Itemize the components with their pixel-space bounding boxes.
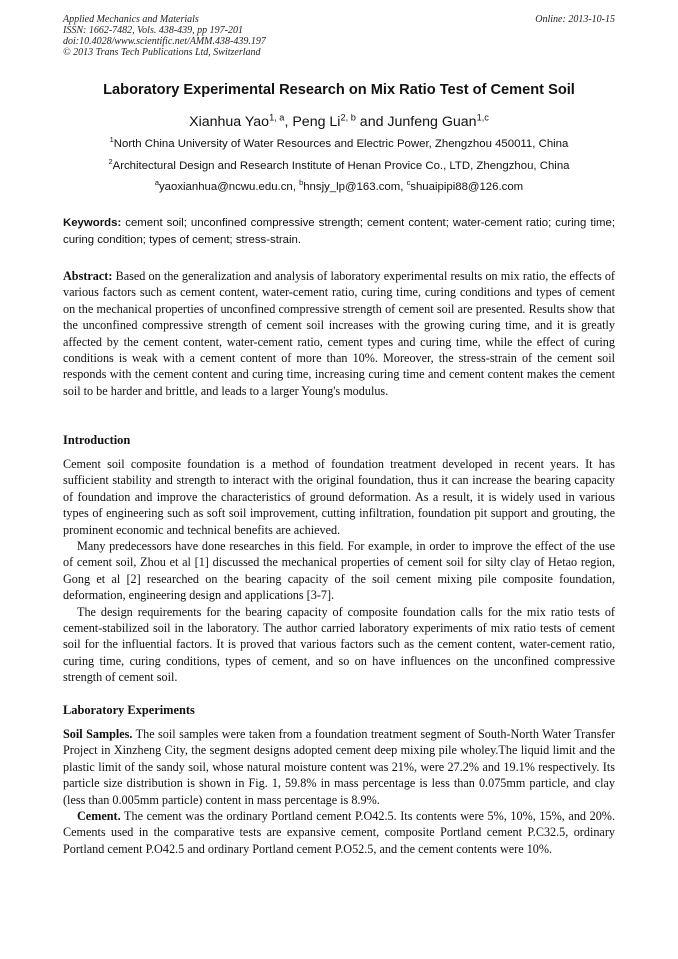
introduction-body [63, 456, 615, 686]
paragraph: Many predecessors have done researches in this field. For example, in order to improve the effect of the use of cement soil, Zhou et al [1] discussed the mechanical properties of cement soil for silty clay of Hetao region, Gong et al [2] researched on the bearing capacity of the soil cement mixing pile composite foundation, deformation, engineering design and applications [3-7]. [63, 539, 615, 603]
keywords-block [63, 215, 615, 248]
email-superscript: b [299, 178, 304, 188]
author-superscript: 2, b [340, 112, 356, 123]
author-superscript: 1, a [269, 112, 285, 123]
abstract-text: Based on the generalization and analysis of laboratory experimental results on mix ratio, the effects of various factors such as cement content, water-cement ratio, curing time, curing conditions and types of cement on the mechanical properties of unconfined compressive strength of cement soil are presented. Results show that the unconfined compressive strength of cement soil increases with the growing curing time, and it is greatly affected by the cement content, water-cement ratio, cement types and curing time, while the effect of curing conditions is weak with a cement content of more than 10%. Moreover, the stress-strain of the cement soil responds with the cement content and curing time, increasing curing time and cement content makes the cement soil to be harder and brittle, and leads to a larger Young's modulus. [63, 269, 615, 398]
author-separator: , [284, 114, 293, 130]
copyright-line: © 2013 Trans Tech Publications Ltd, Switzerland [63, 47, 261, 58]
affiliation-text: North China University of Water Resources and Electric Power, Zhengzhou 450011, China [113, 138, 569, 150]
affiliation-superscript: 1 [109, 135, 114, 145]
lab-experiments-heading: Laboratory Experiments [63, 703, 195, 717]
subsection-lead: Cement. [77, 809, 121, 824]
lab-experiments-body [63, 726, 615, 857]
affiliation-superscript: 2 [108, 157, 113, 167]
email-superscript: a [154, 178, 159, 188]
author-separator: and [355, 114, 388, 130]
keywords-label: Keywords: [63, 217, 122, 229]
author-name: Junfeng Guan [387, 114, 477, 130]
author-superscript: 1,c [476, 112, 489, 123]
paper-title: Laboratory Experimental Research on Mix Ratio Test of Cement Soil [103, 82, 575, 98]
abstract-block [63, 268, 615, 399]
paragraph: Cement soil composite foundation is a method of foundation treatment developed in recent years. It has sufficient stability and strength to interact with the original foundation, thus it can increase the bearing capacity of foundation and improve the characteristics of ground deformation. As a result, it is widely used in various types of engineering such as soft soil improvement, cutting infiltration, foundation pit support and grouting, the prominent economic and technical benefits are achieved. [63, 457, 615, 537]
paragraph-text: The soil samples were taken from a foundation treatment segment of South-North Water Transfer Project in Xinzheng City, the segment designs adopted cement deep mixing pile wholey.The liquid limit and the plastic limit of the sandy soil, whose natural moisture content was 21%, were 27.2% and 19.1% respectively. Its particle size distribution is shown in Fig. 1, 59.8% in mass percentage is less than 0.075mm particle, and clay (less than 0.005mm particle) content in mass percentage is 8.9%. [63, 727, 615, 807]
email-address[interactable]: shuaipipi88@126.com [410, 181, 524, 193]
affiliation-text: Architectural Design and Research Institute of Henan Provice Co., LTD, Zhengzhou, China [112, 160, 570, 172]
journal-header [63, 14, 615, 58]
author-list [40, 114, 638, 130]
keywords-text: cement soil; unconfined compressive strength; cement content; water-cement ratio; curing time; curing condition; types of cement; stress-strain. [63, 217, 615, 246]
paragraph: The design requirements for the bearing capacity of composite foundation calls for the mix ratio tests of cement-stabilized soil in the laboratory. The author carried laboratory experiments of mix ratio tests of cement soil for the influential factors. It is proved that various factors such as the cement content, water-cement ratio, curing time, curing conditions, types of cement, and so on have influences on the unconfined compressive strength of cement soil. [63, 604, 615, 685]
online-date: Online: 2013-10-15 [535, 14, 615, 25]
issn-line: ISSN: 1662-7482, Vols. 438-439, pp 197-201 [63, 25, 243, 36]
affiliation-2 [40, 157, 638, 172]
affiliation-1 [40, 135, 638, 150]
email-address[interactable]: hnsjy_lp@163.com, [303, 181, 407, 193]
email-address[interactable]: yaoxianhua@ncwu.edu.cn, [158, 181, 300, 193]
journal-name: Applied Mechanics and Materials [63, 14, 199, 25]
email-superscript: c [406, 178, 411, 188]
doi-line: doi:10.4028/www.scientific.net/AMM.438-439.197 [63, 36, 266, 47]
introduction-heading: Introduction [63, 433, 131, 447]
subsection-lead: Soil Samples. [63, 727, 133, 741]
paragraph-text: The cement was the ordinary Portland cement P.O42.5. Its contents were 5%, 10%, 15%, and 20%. Cements used in the comparative tests are expansive cement, composite Portland cement P.C32.5, ordinary Portland cement P.O42.5 and ordinary Portland cement P.O52.5, and the cement contents were 10%. [63, 809, 615, 856]
abstract-label: Abstract: [63, 269, 113, 283]
author-name: Peng Li [292, 114, 341, 130]
email-line [40, 178, 638, 193]
author-name: Xianhua Yao [189, 114, 270, 130]
